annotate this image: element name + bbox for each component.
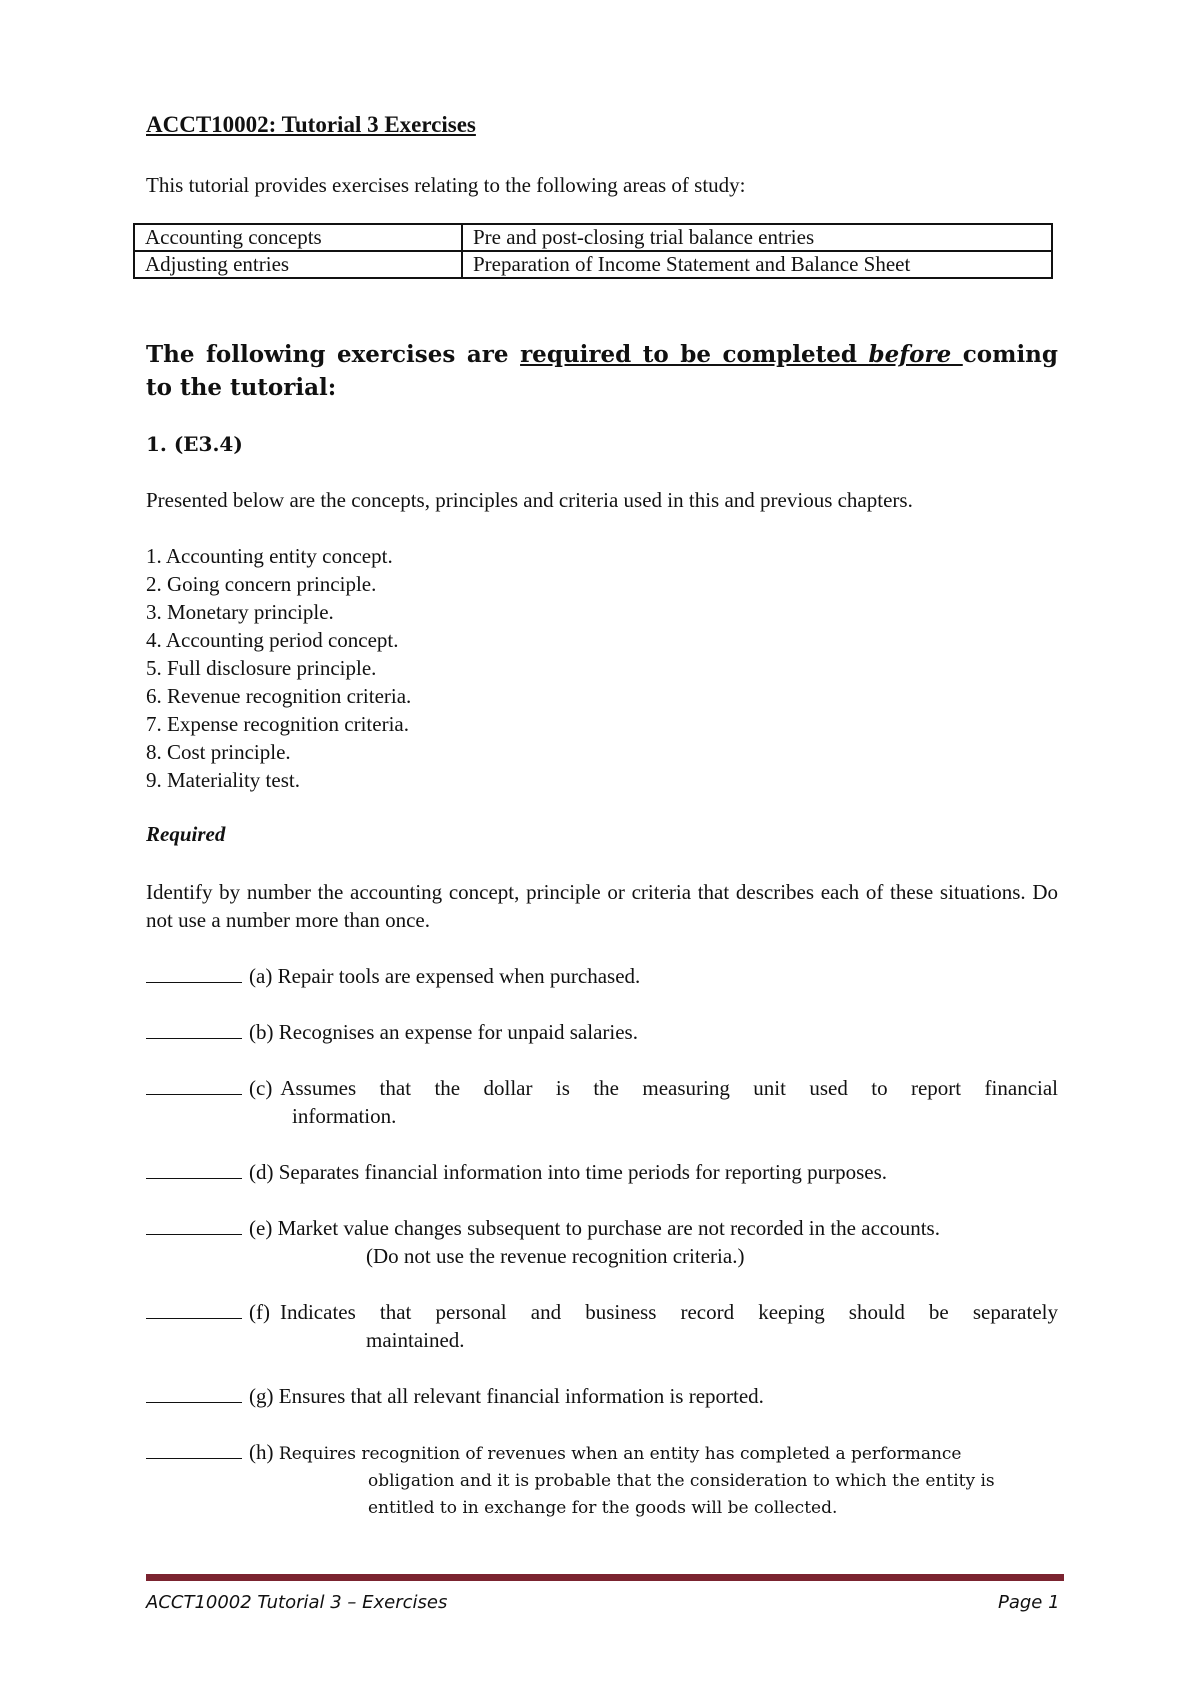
heading-part-emphasis: before: [868, 341, 963, 368]
table-cell: Pre and post-closing trial balance entries: [462, 224, 1052, 251]
item-continuation: entitled to in exchange for the goods will be collected.: [368, 1498, 838, 1518]
item-label: (d): [249, 1160, 274, 1184]
item-continuation: maintained.: [366, 1328, 465, 1352]
item-text: Market value changes subsequent to purchase are not recorded in the accounts.: [277, 1216, 940, 1240]
item-first-line: [146, 1438, 1058, 1468]
list-item: 4. Accounting period concept.: [146, 628, 399, 652]
table-cell: Adjusting entries: [134, 251, 462, 278]
answer-blank[interactable]: [146, 1074, 242, 1095]
answer-blank[interactable]: [146, 1382, 242, 1403]
item-lead: [146, 1298, 270, 1326]
item-label: (a): [249, 964, 273, 988]
table-row: [134, 224, 1052, 251]
document-title: ACCT10002: Tutorial 3 Exercises: [146, 112, 476, 137]
item-label: (b): [249, 1020, 274, 1044]
list-item: 3. Monetary principle.: [146, 600, 334, 624]
question-item-a: [146, 962, 1058, 990]
item-text: Indicates that personal and business record keeping should be separately: [279, 1300, 1058, 1324]
required-before-tutorial-heading: [146, 338, 1058, 404]
identify-instructions: Identify by number the accounting concept, principle or criteria that describes each of these situations. Do not use a number more than once.: [146, 880, 1058, 932]
question-item-h: [146, 1438, 1058, 1522]
concepts-list: [146, 542, 411, 794]
question-item-d: [146, 1158, 1058, 1186]
item-first-line: [146, 1214, 1058, 1242]
item-text: Recognises an expense for unpaid salaries.: [278, 1020, 638, 1044]
item-label: (c): [249, 1076, 273, 1100]
footer-course-label: ACCT10002 Tutorial 3 – Exercises: [146, 1592, 448, 1613]
item-label: (e): [249, 1216, 273, 1240]
presented-text: Presented below are the concepts, principles and criteria used in this and previous chapters.: [146, 488, 913, 512]
areas-of-study-table: [133, 223, 1053, 279]
answer-blank[interactable]: [146, 1214, 242, 1235]
answer-blank[interactable]: [146, 962, 242, 983]
required-label: Required: [146, 822, 226, 846]
item-continuation: (Do not use the revenue recognition criteria.): [366, 1244, 745, 1268]
table-row: [134, 251, 1052, 278]
footer-rule: [146, 1574, 1064, 1581]
list-item: 1. Accounting entity concept.: [146, 544, 393, 568]
list-item: 8. Cost principle.: [146, 740, 291, 764]
item-first-line: [146, 1074, 1058, 1102]
item-text: Requires recognition of revenues when an entity has completed a performance: [278, 1444, 962, 1464]
list-item: 7. Expense recognition criteria.: [146, 712, 409, 736]
question-item-f: [146, 1298, 1058, 1354]
question-item-c: [146, 1074, 1058, 1130]
table-cell: Preparation of Income Statement and Balance Sheet: [462, 251, 1052, 278]
item-first-line: [146, 1018, 1058, 1046]
answer-blank[interactable]: [146, 1158, 242, 1179]
answer-blank[interactable]: [146, 1298, 242, 1319]
item-text: Separates financial information into time periods for reporting purposes.: [278, 1160, 888, 1184]
list-item: 9. Materiality test.: [146, 768, 300, 792]
list-item: 5. Full disclosure principle.: [146, 656, 377, 680]
item-first-line: [146, 1158, 1058, 1186]
item-continuation: obligation and it is probable that the consideration to which the entity is: [368, 1471, 995, 1491]
answer-blank[interactable]: [146, 1018, 242, 1039]
answer-blank[interactable]: [146, 1438, 242, 1459]
item-label: (h): [249, 1440, 274, 1464]
item-label: (g): [249, 1384, 274, 1408]
heading-part: coming to the tutorial:: [146, 341, 1058, 401]
list-item: 2. Going concern principle.: [146, 572, 377, 596]
intro-text: This tutorial provides exercises relating to the following areas of study:: [146, 173, 746, 197]
item-first-line: [146, 1382, 1058, 1410]
footer-page-number: Page 1: [998, 1592, 1060, 1613]
item-label: (f): [249, 1300, 270, 1324]
item-text: Repair tools are expensed when purchased.: [277, 964, 641, 988]
item-continuation: information.: [292, 1104, 397, 1128]
question-item-e: [146, 1214, 1058, 1270]
item-lead: [146, 1074, 272, 1102]
item-first-line: [146, 1298, 1058, 1326]
question-item-g: [146, 1382, 1058, 1410]
item-text: Ensures that all relevant financial information is reported.: [278, 1384, 764, 1408]
table-cell: Accounting concepts: [134, 224, 462, 251]
item-first-line: [146, 962, 1058, 990]
question-item-b: [146, 1018, 1058, 1046]
heading-part-underlined: required to be completed: [520, 341, 869, 368]
heading-part: The following exercises are: [146, 341, 521, 368]
exercise-number: 1. (E3.4): [146, 432, 243, 456]
list-item: 6. Revenue recognition criteria.: [146, 684, 412, 708]
item-text: Assumes that the dollar is the measuring unit used to report financial: [280, 1076, 1058, 1100]
